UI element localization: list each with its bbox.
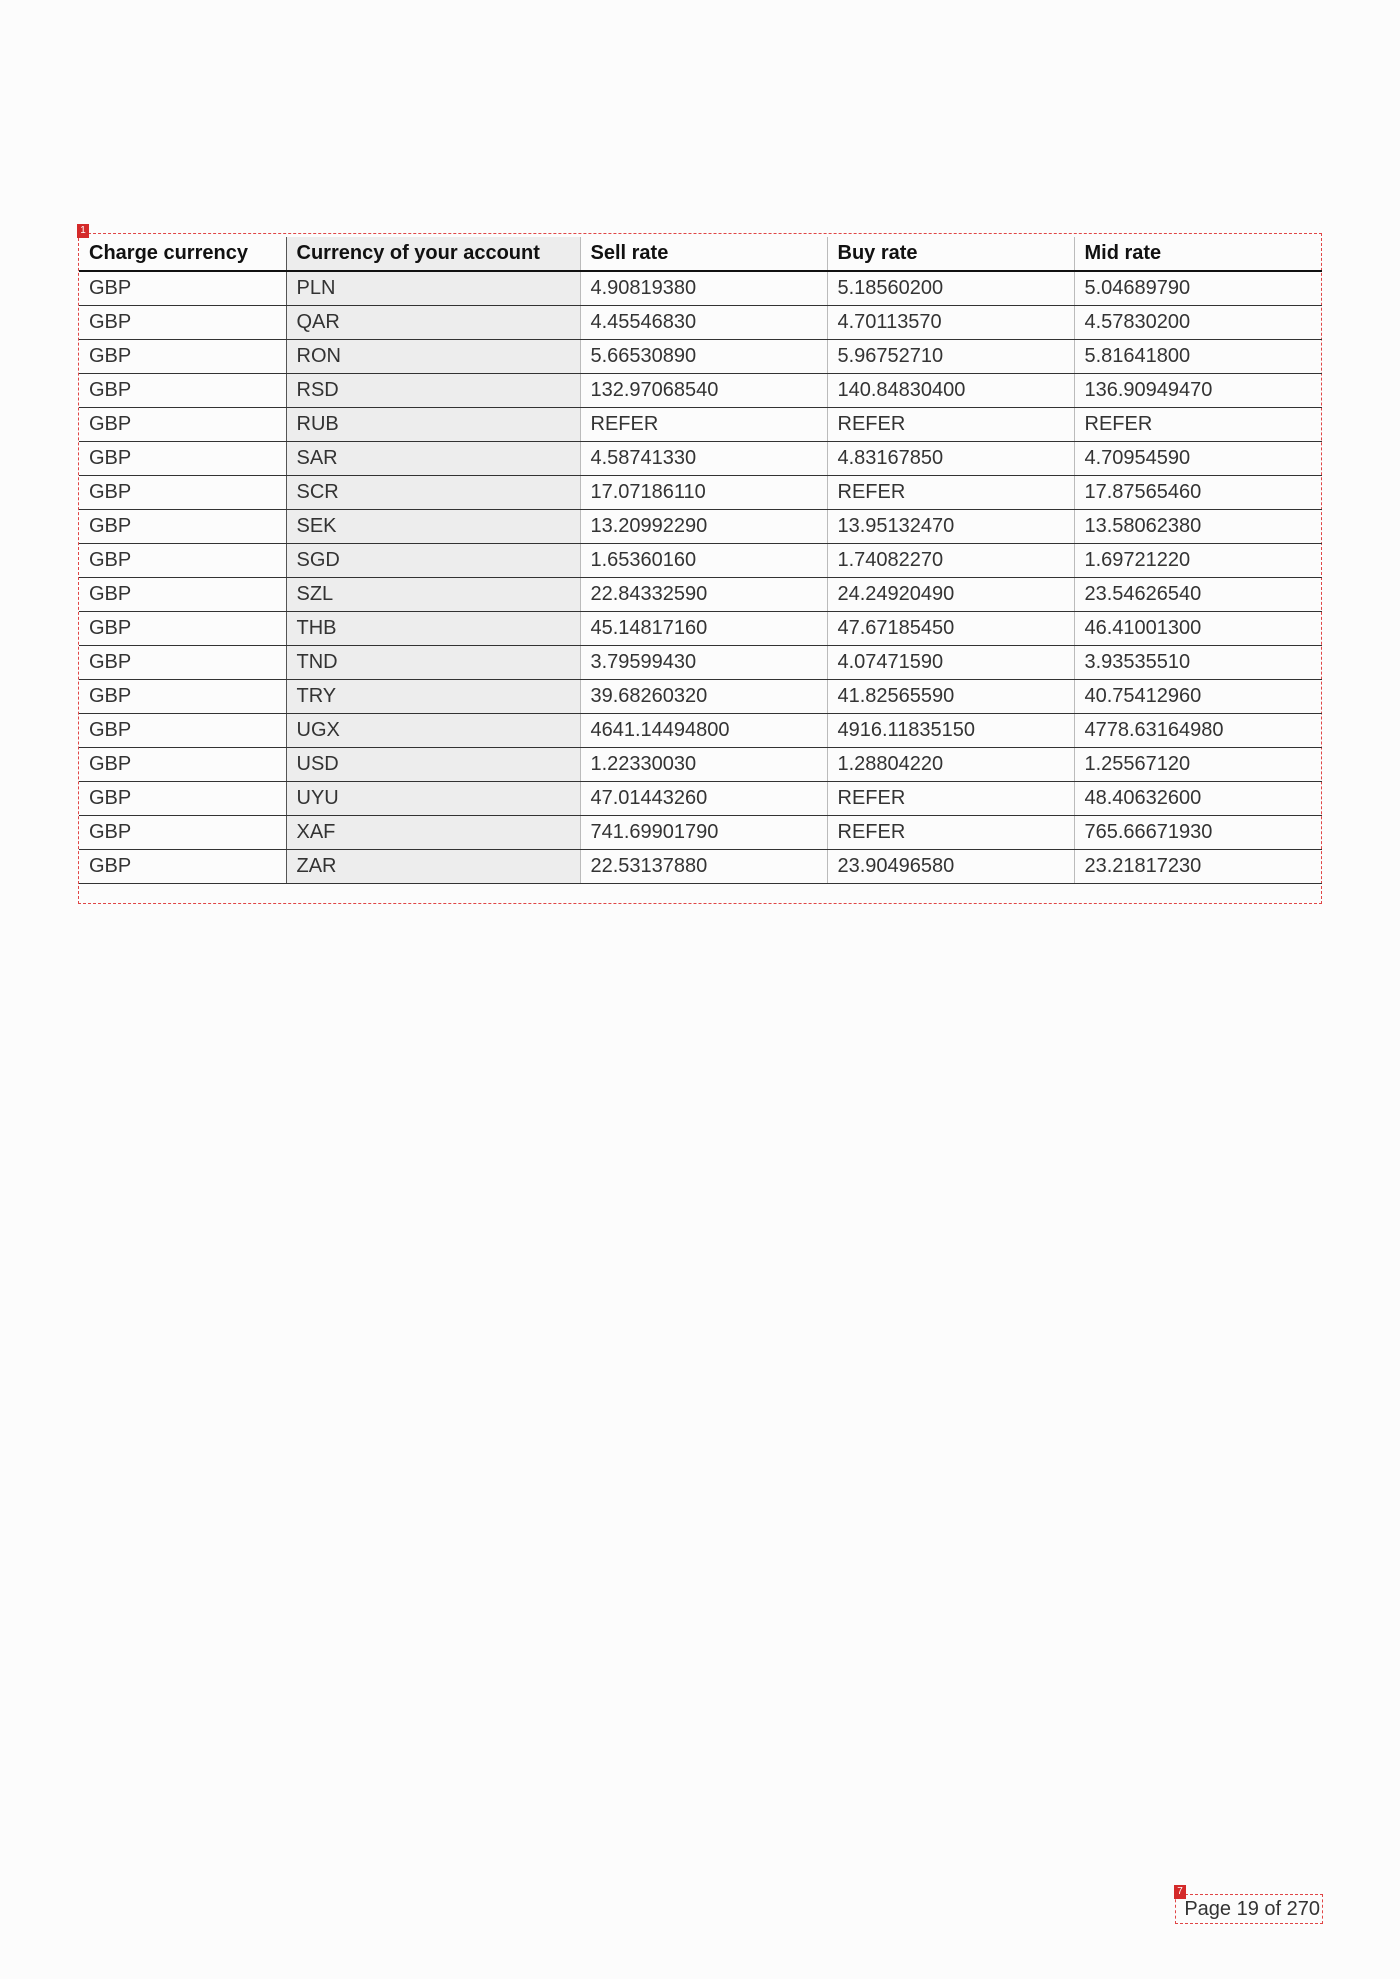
cell-mid-rate: 765.66671930 [1074,816,1322,850]
cell-charge-currency: GBP [79,271,286,306]
cell-charge-currency: GBP [79,680,286,714]
cell-buy-rate: 4.70113570 [827,306,1074,340]
cell-account-currency: USD [286,748,580,782]
cell-sell-rate: 47.01443260 [580,782,827,816]
table-row [79,782,1322,816]
cell-sell-rate: 741.69901790 [580,816,827,850]
cell-mid-rate: 3.93535510 [1074,646,1322,680]
cell-mid-rate: 4778.63164980 [1074,714,1322,748]
cell-mid-rate: 5.81641800 [1074,340,1322,374]
cell-account-currency: SAR [286,442,580,476]
exchange-rates-table [79,237,1322,884]
table-row [79,442,1322,476]
cell-sell-rate: 4.90819380 [580,271,827,306]
cell-account-currency: XAF [286,816,580,850]
cell-account-currency: UYU [286,782,580,816]
table-row [79,271,1322,306]
cell-mid-rate: 1.25567120 [1074,748,1322,782]
cell-account-currency: SGD [286,544,580,578]
cell-sell-rate: 13.20992290 [580,510,827,544]
cell-buy-rate: 4916.11835150 [827,714,1074,748]
cell-charge-currency: GBP [79,408,286,442]
cell-mid-rate: 46.41001300 [1074,612,1322,646]
cell-sell-rate: 17.07186110 [580,476,827,510]
table-row [79,544,1322,578]
cell-buy-rate: 13.95132470 [827,510,1074,544]
cell-charge-currency: GBP [79,646,286,680]
page-number: Page 19 of 270 [1184,1898,1320,1920]
table-row [79,850,1322,884]
cell-account-currency: TND [286,646,580,680]
cell-sell-rate: 4.45546830 [580,306,827,340]
cell-account-currency: RSD [286,374,580,408]
cell-account-currency: QAR [286,306,580,340]
cell-account-currency: SCR [286,476,580,510]
table-row [79,680,1322,714]
cell-mid-rate: 23.54626540 [1074,578,1322,612]
cell-sell-rate: 1.65360160 [580,544,827,578]
cell-charge-currency: GBP [79,578,286,612]
cell-charge-currency: GBP [79,850,286,884]
cell-sell-rate: 39.68260320 [580,680,827,714]
cell-mid-rate: 4.57830200 [1074,306,1322,340]
cell-account-currency: ZAR [286,850,580,884]
cell-account-currency: RON [286,340,580,374]
header-charge-currency: Charge currency [79,237,286,271]
cell-charge-currency: GBP [79,340,286,374]
cell-buy-rate: 140.84830400 [827,374,1074,408]
cell-buy-rate: 4.07471590 [827,646,1074,680]
table-row [79,408,1322,442]
cell-buy-rate: 5.96752710 [827,340,1074,374]
cell-charge-currency: GBP [79,612,286,646]
cell-account-currency: UGX [286,714,580,748]
cell-buy-rate: 1.74082270 [827,544,1074,578]
cell-buy-rate: 23.90496580 [827,850,1074,884]
header-sell-rate: Sell rate [580,237,827,271]
table-row [79,510,1322,544]
cell-buy-rate: REFER [827,476,1074,510]
cell-mid-rate: 1.69721220 [1074,544,1322,578]
table-row [79,612,1322,646]
cell-mid-rate: 48.40632600 [1074,782,1322,816]
header-buy-rate: Buy rate [827,237,1074,271]
table-row [79,714,1322,748]
header-mid-rate: Mid rate [1074,237,1322,271]
cell-sell-rate: REFER [580,408,827,442]
cell-mid-rate: 17.87565460 [1074,476,1322,510]
cell-sell-rate: 1.22330030 [580,748,827,782]
cell-charge-currency: GBP [79,748,286,782]
cell-buy-rate: REFER [827,408,1074,442]
table-row [79,476,1322,510]
cell-account-currency: PLN [286,271,580,306]
cell-sell-rate: 22.53137880 [580,850,827,884]
table-header-row [79,237,1322,271]
cell-buy-rate: 24.24920490 [827,578,1074,612]
table-row [79,748,1322,782]
cell-mid-rate: 13.58062380 [1074,510,1322,544]
rates-table-region [78,225,1322,904]
cell-sell-rate: 4641.14494800 [580,714,827,748]
cell-charge-currency: GBP [79,306,286,340]
cell-charge-currency: GBP [79,544,286,578]
cell-sell-rate: 132.97068540 [580,374,827,408]
cell-buy-rate: 1.28804220 [827,748,1074,782]
cell-charge-currency: GBP [79,374,286,408]
cell-account-currency: SEK [286,510,580,544]
cell-buy-rate: REFER [827,782,1074,816]
table-row [79,578,1322,612]
table-row [79,646,1322,680]
table-row [79,306,1322,340]
cell-buy-rate: REFER [827,816,1074,850]
cell-mid-rate: 136.90949470 [1074,374,1322,408]
cell-sell-rate: 22.84332590 [580,578,827,612]
cell-account-currency: RUB [286,408,580,442]
cell-sell-rate: 3.79599430 [580,646,827,680]
header-account-currency: Currency of your account [286,237,580,271]
cell-sell-rate: 45.14817160 [580,612,827,646]
cell-charge-currency: GBP [79,714,286,748]
region-marker: 1 [77,224,89,238]
cell-mid-rate: 40.75412960 [1074,680,1322,714]
table-row [79,816,1322,850]
cell-sell-rate: 5.66530890 [580,340,827,374]
cell-buy-rate: 41.82565590 [827,680,1074,714]
cell-buy-rate: 4.83167850 [827,442,1074,476]
cell-account-currency: SZL [286,578,580,612]
cell-charge-currency: GBP [79,442,286,476]
cell-mid-rate: 5.04689790 [1074,271,1322,306]
cell-mid-rate: 23.21817230 [1074,850,1322,884]
cell-buy-rate: 47.67185450 [827,612,1074,646]
cell-charge-currency: GBP [79,476,286,510]
cell-account-currency: TRY [286,680,580,714]
cell-sell-rate: 4.58741330 [580,442,827,476]
cell-account-currency: THB [286,612,580,646]
footer-region [1175,1886,1323,1924]
cell-buy-rate: 5.18560200 [827,271,1074,306]
cell-charge-currency: GBP [79,782,286,816]
region-marker: 7 [1174,1885,1186,1899]
cell-mid-rate: 4.70954590 [1074,442,1322,476]
cell-charge-currency: GBP [79,816,286,850]
cell-mid-rate: REFER [1074,408,1322,442]
table-row [79,374,1322,408]
table-row [79,340,1322,374]
cell-charge-currency: GBP [79,510,286,544]
